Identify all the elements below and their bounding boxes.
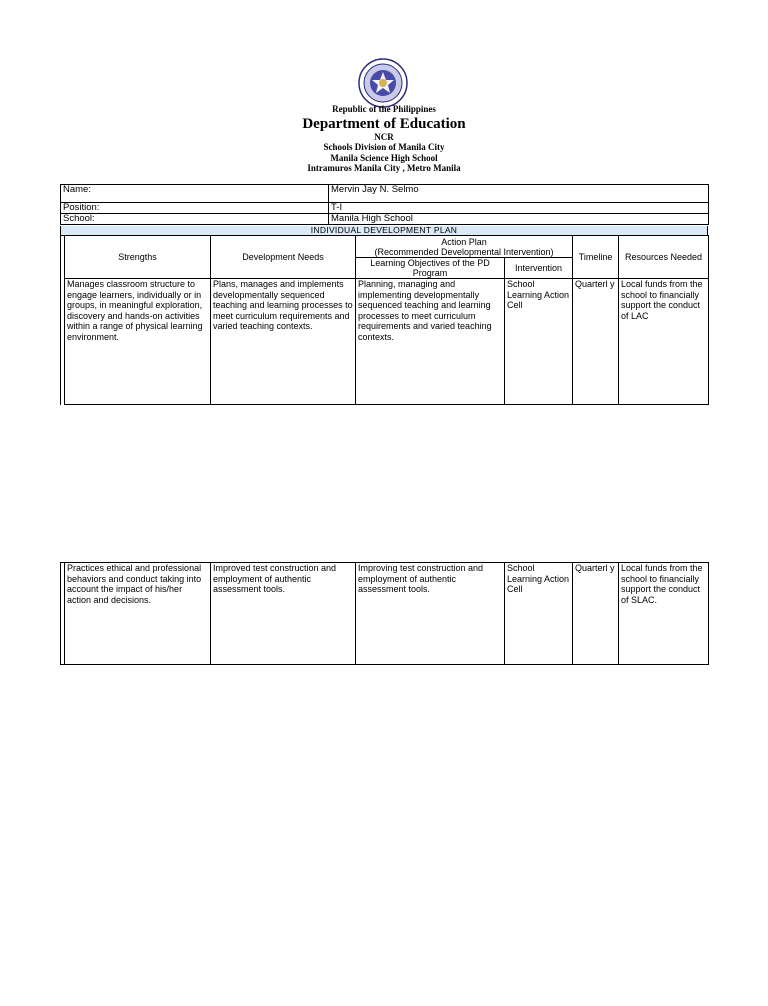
development-needs-cell: Plans, manages and implements developmentally sequenced teaching and learning processes to meet curriculum requirements and varied teaching contexts.: [211, 279, 356, 405]
name-row: [61, 185, 709, 203]
position-label: Position:: [61, 203, 329, 214]
division-heading: Schools Division of Manila City: [323, 142, 445, 152]
plan-row-1: [61, 279, 709, 405]
address-heading: Intramuros Manila City , Metro Manila: [307, 163, 461, 173]
intervention-header: Intervention: [505, 258, 573, 279]
school-row: [61, 214, 709, 225]
development-plan-continuation-table: [60, 562, 709, 665]
strengths-cell: Practices ethical and professional behaviors and conduct taking into account the impact of his/her action and decisions.: [65, 563, 211, 665]
school-heading: Manila Science High School: [330, 153, 438, 163]
timeline-header: Timeline: [573, 236, 619, 279]
plan-header-row: [61, 236, 709, 258]
deped-seal-logo: [358, 58, 408, 108]
department-title: Department of Education: [302, 116, 466, 132]
region-heading: NCR: [374, 132, 394, 142]
school-value: Manila High School: [329, 214, 709, 225]
action-plan-header: [356, 236, 573, 258]
timeline-cell: Quarterl y: [573, 279, 619, 405]
development-plan-table: [60, 235, 709, 405]
resources-cell: Local funds from the school to financially support the conduct of LAC: [619, 279, 709, 405]
strengths-header: Strengths: [65, 236, 211, 279]
name-label: Name:: [61, 185, 329, 203]
learning-objectives-header: Learning Objectives of the PD Program: [356, 258, 505, 279]
school-label: School:: [61, 214, 329, 225]
position-value: T-I: [329, 203, 709, 214]
learning-objectives-cell: Improving test construction and employment of authentic assessment tools.: [356, 563, 505, 665]
development-needs-cell: Improved test construction and employment of authentic assessment tools.: [211, 563, 356, 665]
action-plan-title: Action Plan: [441, 236, 487, 247]
action-plan-subtitle: (Recommended Developmental Intervention): [374, 246, 554, 257]
strengths-cell: Manages classroom structure to engage learners, individually or in groups, in meaningful exploration, discovery and hands-on activities within a range of physical learning environment.: [65, 279, 211, 405]
plan-title-band: INDIVIDUAL DEVELOPMENT PLAN: [60, 226, 708, 235]
name-value: Mervin Jay N. Selmo: [329, 185, 709, 203]
timeline-cell: Quarterl y: [573, 563, 619, 665]
development-needs-header: Development Needs: [211, 236, 356, 279]
employee-info-table: [60, 184, 709, 225]
learning-objectives-cell: Planning, managing and implementing developmentally sequenced teaching and learning processes to meet curriculum requirements and varied teaching contexts.: [356, 279, 505, 405]
republic-heading: Republic of the Philippines: [332, 104, 436, 114]
resources-header: Resources Needed: [619, 236, 709, 279]
intervention-cell: School Learning Action Cell: [505, 563, 573, 665]
resources-cell: Local funds from the school to financially support the conduct of SLAC.: [619, 563, 709, 665]
plan-row-2: [61, 563, 709, 665]
position-row: [61, 203, 709, 214]
intervention-cell: School Learning Action Cell: [505, 279, 573, 405]
